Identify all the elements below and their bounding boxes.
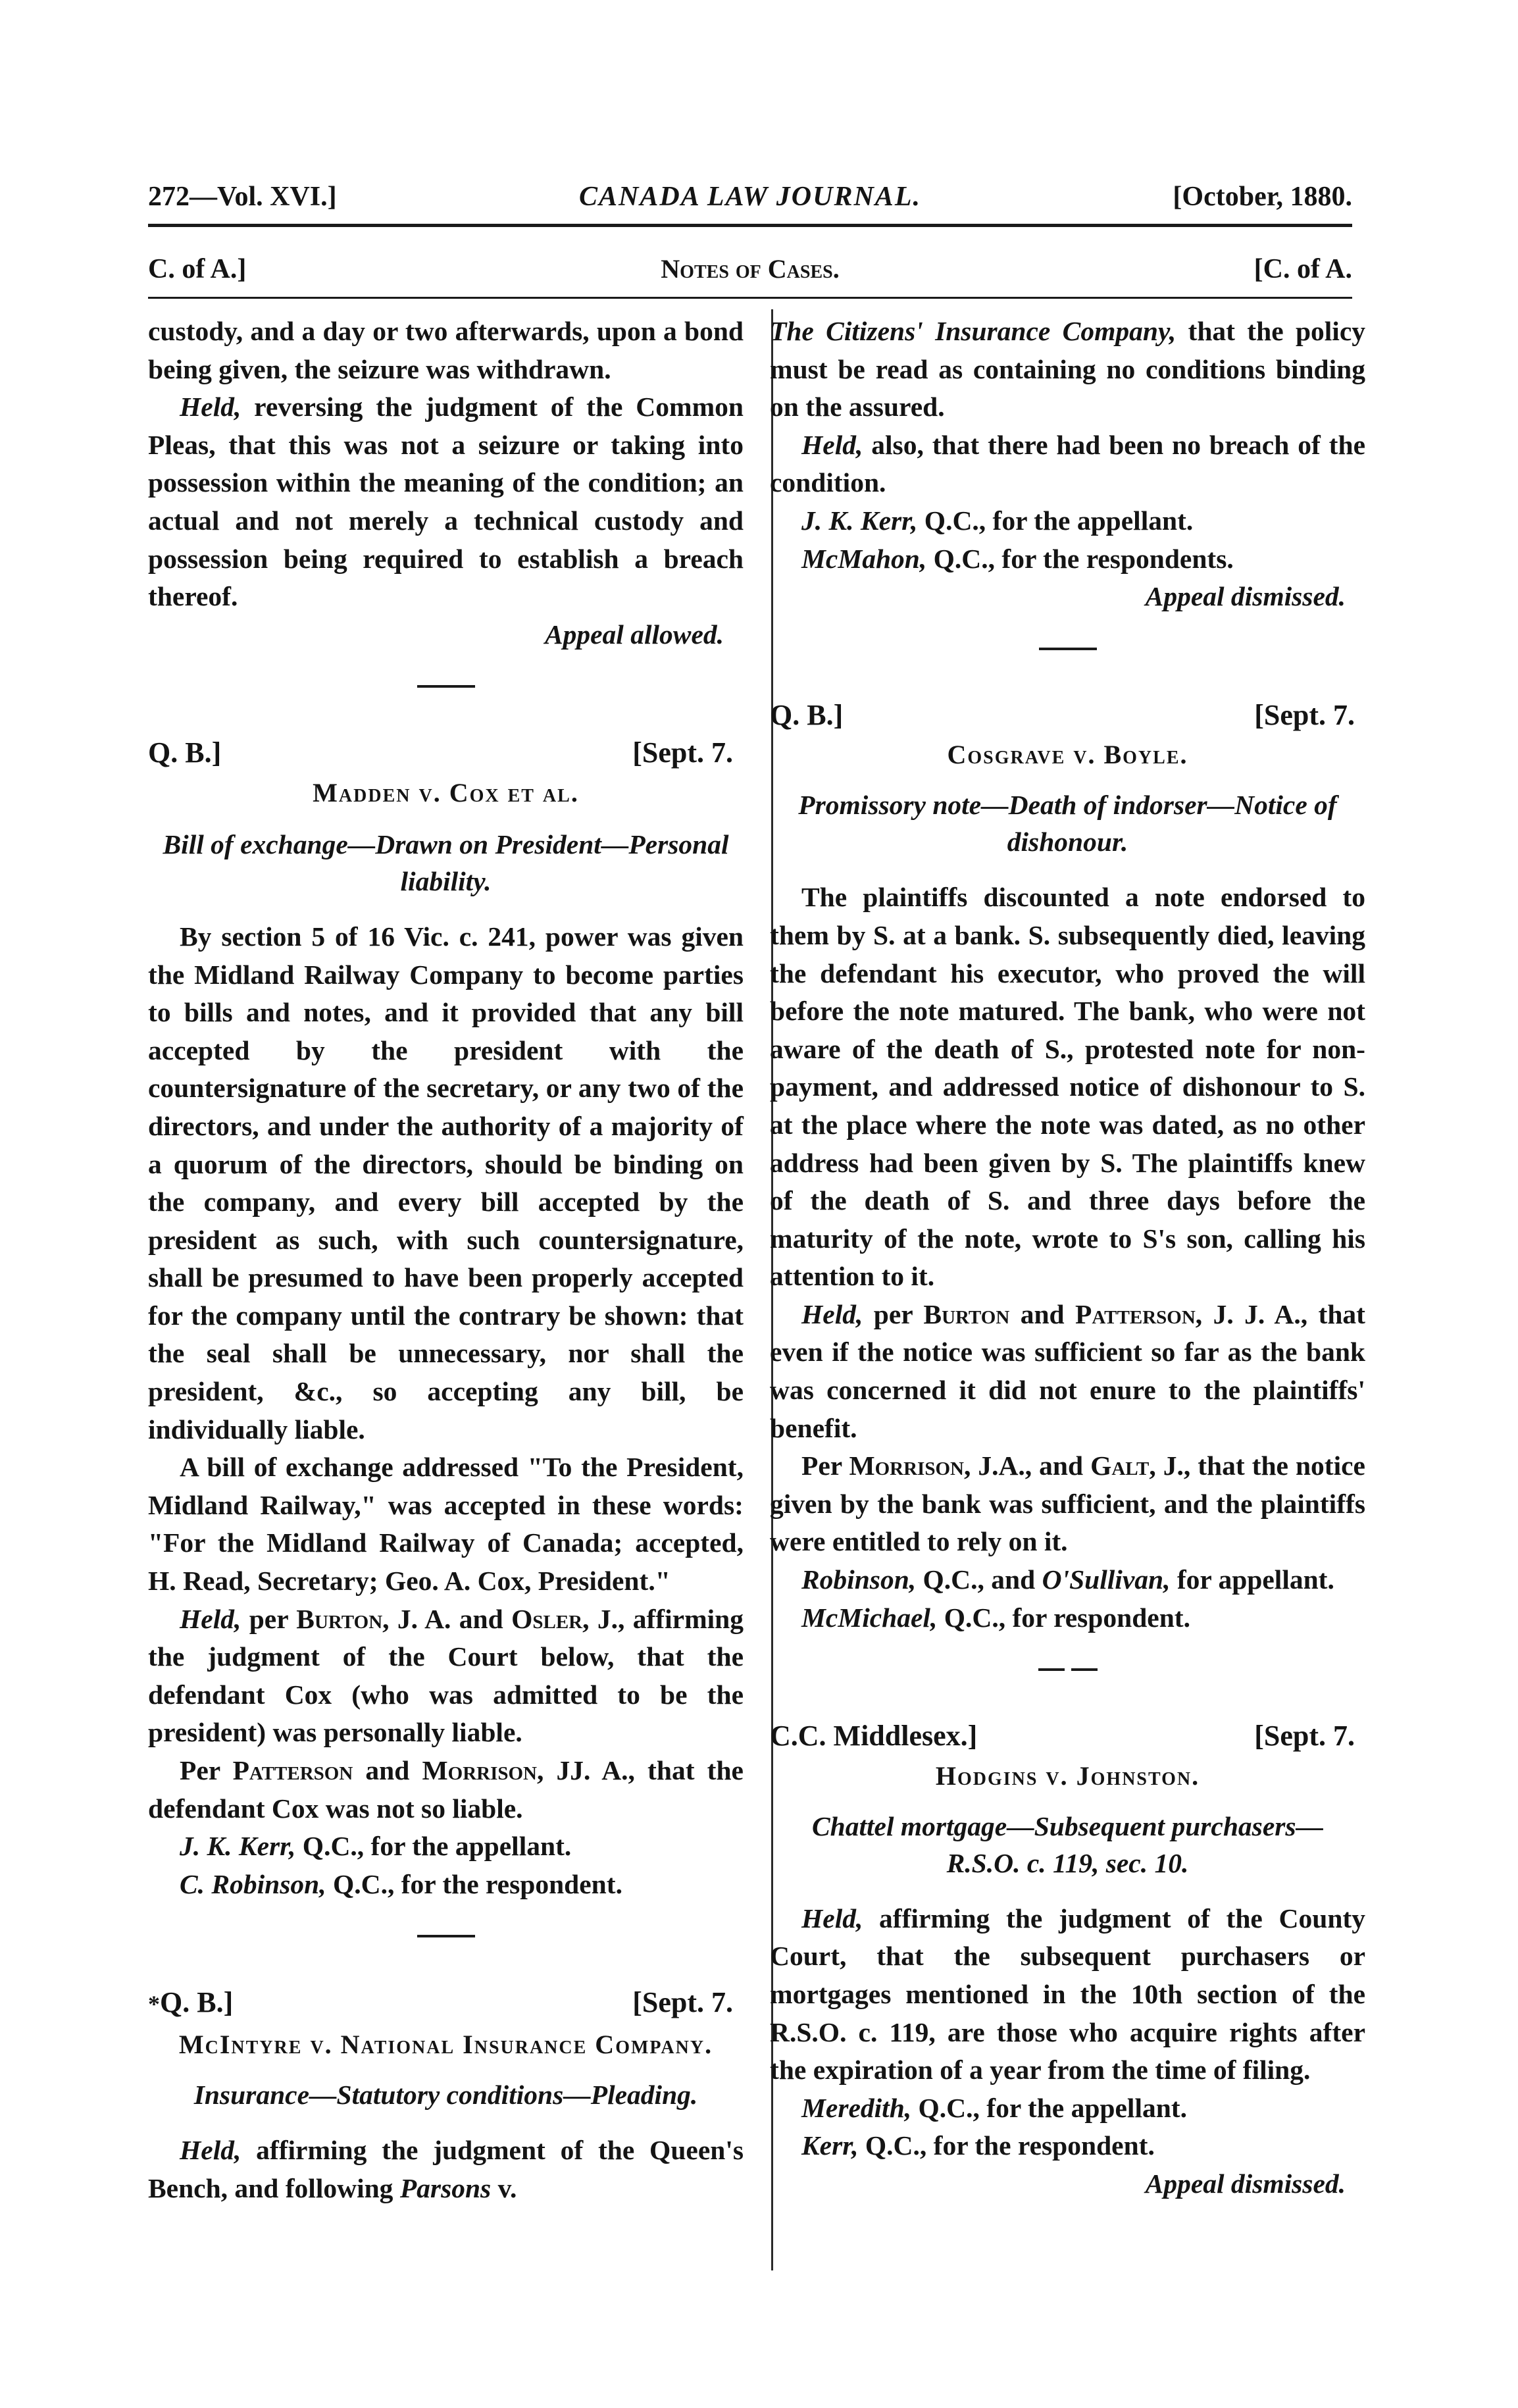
counsel-line: J. K. Kerr, Q.C., for the appellant.	[801, 505, 1194, 536]
paragraph: Held, affirming the judgment of the Queen's Bench, and following Parsons v.	[148, 2134, 744, 2203]
paragraph: Held, also, that there had been no breach of the condition.	[770, 429, 1365, 498]
right-column	[770, 313, 1365, 2203]
page-volume: 272—Vol. XVI.]	[148, 182, 337, 212]
case-title: Madden v. Cox et al.	[313, 777, 579, 807]
paragraph: The Citizens' Insurance Company, that the policy must be read as containing no conditions binding on the assured.	[770, 316, 1365, 423]
counsel-line: J. K. Kerr, Q.C., for the appellant.	[180, 1831, 572, 1862]
header-rule	[148, 224, 1352, 227]
court-line: Q. B.] [Sept. 7.	[770, 698, 1355, 731]
paragraph: Held, per Burton, J. A. and Osler, J., affirming the judgment of the Court below, that the defendant Cox (who was admitted to be the president) was personally liable.	[148, 1603, 744, 1748]
court-line: *Q. B.] [Sept. 7.	[148, 1986, 733, 2019]
headnote: Chattel mortgage—Subsequent purchasers—R.S.O. c. 119, sec. 10.	[811, 1810, 1324, 1878]
headnote: Promissory note—Death of indorser—Notice of dishonour.	[798, 790, 1337, 858]
court-left: C. of A.]	[148, 254, 247, 284]
journal-title: CANADA LAW JOURNAL.	[579, 182, 921, 212]
outcome: Appeal dismissed.	[1145, 581, 1346, 612]
paragraph: Held, reversing the judgment of the Common Pleas, that this was not a seizure or taking into possession within the meaning of the condition; an actual and not merely a technical custody and possession being required to establish a breach thereof.	[148, 392, 744, 612]
section-title: Notes of Cases.	[661, 254, 840, 284]
separator	[1039, 648, 1097, 650]
headnote: Bill of exchange—Drawn on President—Personal liability.	[163, 829, 729, 896]
running-header	[148, 181, 1352, 213]
section-header	[148, 253, 1352, 285]
section-rule	[148, 297, 1352, 299]
counsel-line: Meredith, Q.C., for the appellant.	[801, 2092, 1188, 2123]
paragraph: By section 5 of 16 Vic. c. 241, power was given the Midland Railway Company to become parties to bills and notes, and it provided that any bill accepted by the president with the countersignature of the secretary, or any two of the directors, and under the authority of a majority of a quorum of the directors, should be binding on the company, and every bill accepted by the president as such, with such countersignature, shall be presumed to have been properly accepted for the company until the contrary be shown: that the seal shall be unnecessary, nor shall the president, &c., so accepting any bill, be individually liable.	[148, 921, 744, 1445]
separator	[1038, 1668, 1098, 1671]
paragraph: A bill of exchange addressed "To the President, Midland Railway," was accepted in these words: "For the Midland Railway of Canada; accepted, H. Read, Secretary; Geo. A. Cox, President."	[148, 1452, 744, 1597]
court-line: C.C. Middlesex.] [Sept. 7.	[770, 1720, 1355, 1753]
counsel-line: McMichael, Q.C., for respondent.	[801, 1602, 1190, 1633]
paragraph: custody, and a day or two afterwards, upon a bond being given, the seizure was withdrawn.	[148, 316, 744, 384]
counsel-line: Kerr, Q.C., for the respondent.	[801, 2130, 1155, 2161]
case-title: Hodgins v. Johnston.	[935, 1760, 1200, 1791]
case-title: McIntyre v. National Insurance Company.	[178, 2029, 713, 2059]
case-title: Cosgrave v. Boyle.	[947, 740, 1188, 770]
counsel-line: McMahon, Q.C., for the respondents.	[801, 543, 1234, 574]
paragraph: Per Patterson and Morrison, JJ. A., that the defendant Cox was not so liable.	[148, 1755, 744, 1824]
left-column	[148, 313, 744, 2207]
court-line: Q. B.] [Sept. 7.	[148, 736, 733, 769]
outcome: Appeal dismissed.	[1145, 2168, 1346, 2199]
paragraph: Per Morrison, J.A., and Galt, J., that the notice given by the bank was sufficient, and the plaintiffs were entitled to rely on it.	[770, 1450, 1365, 1557]
paragraph: Held, affirming the judgment of the County Court, that the subsequent purchasers or mortgages mentioned in the 10th section of the R.S.O. c. 119, are those who acquire rights after the expiration of a year from the time of filing.	[770, 1903, 1365, 2086]
counsel-line: Robinson, Q.C., and O'Sullivan, for appellant.	[801, 1564, 1334, 1595]
counsel-line: C. Robinson, Q.C., for the respondent.	[180, 1868, 622, 1899]
issue-date: [October, 1880.	[1173, 182, 1352, 212]
paragraph: The plaintiffs discounted a note endorsed to them by S. at a bank. S. subsequently died, leaving the defendant his executor, who proved the will before the note matured. The bank, who were not aware of the death of S., protested note for non-payment, and addressed notice of dishonour to S. at the place where the note was dated, as no other address had been given by S. The plaintiffs knew of the death of S. and three days before the maturity of the note, wrote to S's son, calling his attention to it.	[770, 882, 1365, 1292]
headnote: Insurance—Statutory conditions—Pleading.	[193, 2079, 698, 2110]
separator	[417, 1935, 475, 1937]
paragraph: Held, per Burton and Patterson, J. J. A., that even if the notice was sufficient so far as the bank was concerned it did not enure to the plaintiffs' benefit.	[770, 1298, 1366, 1443]
outcome: Appeal allowed.	[544, 619, 724, 650]
court-right: [C. of A.	[1253, 254, 1352, 284]
separator	[417, 685, 475, 688]
